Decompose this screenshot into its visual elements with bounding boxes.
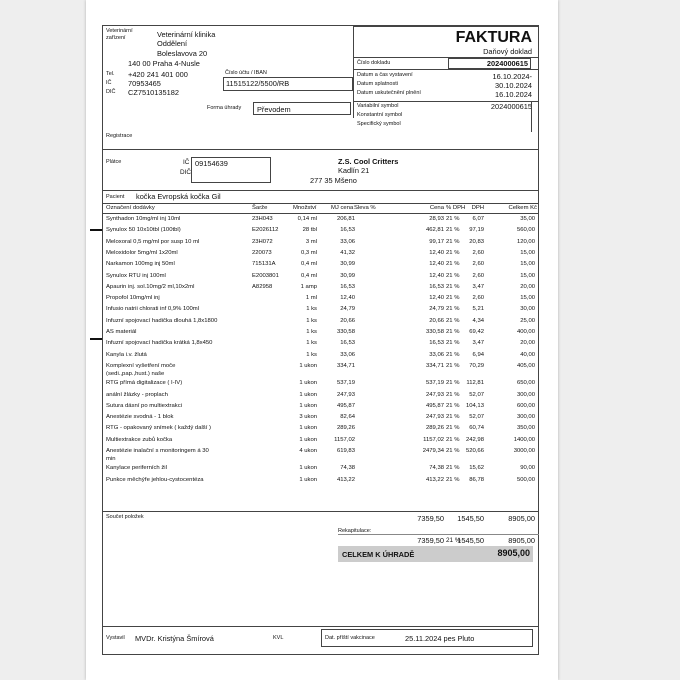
cell-unit: 30,99 (340, 272, 355, 279)
cell-qty: 3 ukon (299, 414, 317, 421)
taxdate-label: Datum uskutečnění plnění (357, 90, 421, 96)
cell-unit: 330,58 (336, 329, 355, 335)
cell-vatp: 21 % (446, 414, 460, 421)
cell-vatp: 21 % (446, 380, 460, 387)
doc-no-label: Číslo dokladu (357, 60, 391, 66)
cell-total: 15,00 (520, 249, 535, 256)
cell-qty: 1 ukon (299, 380, 317, 387)
cell-vatp: 21 % (446, 317, 460, 324)
cell-qty: 1 ukon (299, 425, 317, 432)
cell-qty: 1 ukon (299, 391, 317, 398)
cell-vat: 52,07 (469, 414, 484, 421)
cell-name: AS materiál (106, 329, 137, 335)
payer-name: Z.S. Cool Critters (338, 157, 399, 166)
cell-vatp: 21 % (446, 362, 460, 369)
cell-vatp: 21 % (446, 476, 460, 483)
cell-name: Multiextrakce zubů kočka (106, 436, 173, 443)
cell-total: 20,00 (520, 283, 535, 290)
cell-vat: 5,21 (472, 306, 484, 313)
clinic-street: Boleslavova 20 (157, 49, 208, 58)
cell-price: 330,58 (425, 329, 444, 335)
cell-total: 650,00 (516, 380, 535, 387)
col-vat: DPH (471, 205, 484, 211)
cell-price: 462,81 (425, 227, 444, 234)
cell-name: Infuzní spojovací hadička krátká 1,8x450 (106, 340, 213, 347)
cell-unit: 247,93 (336, 391, 355, 398)
next-vacc-label: Dat. příští vakcinace (325, 635, 375, 641)
cell-total: 20,00 (520, 340, 535, 347)
cell-vat: 20,83 (469, 238, 484, 245)
cell-unit: 41,32 (340, 249, 355, 256)
cell-vatp: 21 % (446, 261, 460, 268)
cell-vat: 97,19 (469, 227, 484, 234)
cell-unit: 33,06 (340, 351, 355, 358)
cell-price: 2479,34 (422, 448, 444, 454)
recap-total: 8905,00 (508, 536, 535, 545)
cell-vat: 86,78 (469, 476, 484, 483)
cell-price: 74,38 (429, 465, 444, 472)
patient-label: Pacient (106, 194, 125, 200)
cell-vatp: 21 % (446, 272, 460, 279)
cell-qty: 0,4 ml (300, 261, 317, 268)
cell-qty: 1 ks (306, 317, 317, 324)
cell-unit: 495,87 (336, 402, 355, 409)
cell-qty: 0,4 ml (300, 272, 317, 279)
cell-total: 300,00 (516, 414, 535, 421)
cell-vat: 70,29 (469, 362, 484, 369)
payer-label: Plátce (106, 159, 122, 165)
cell-unit: 334,71 (336, 362, 355, 369)
cell-name: Infusio natrii chlorati inf 0,9% 100ml (106, 306, 199, 313)
cell-total: 90,00 (520, 465, 535, 472)
cell-price: 20,66 (429, 317, 444, 324)
cell-qty: 1 ml (305, 295, 317, 302)
tel-label: Tel. (106, 71, 115, 77)
cell-qty: 1 amp (300, 283, 317, 290)
cell-batch: E2026112 (252, 227, 279, 234)
cell-vatp: 21 % (446, 402, 460, 409)
cell-vat: 2,60 (472, 261, 484, 268)
cell-name: anální žlázky - proplach (106, 391, 168, 398)
cell-qty: 3 ml (305, 238, 317, 245)
payment-label: Forma úhrady (207, 105, 242, 111)
cell-unit: 16,53 (340, 340, 355, 347)
cell-name: Apaurin inj. sol.10mg/2 ml,10x2ml (106, 283, 195, 290)
cell-qty: 1 ks (306, 306, 317, 313)
col-qty: Množství (293, 205, 317, 211)
clinic-dept: Oddělení (157, 39, 187, 48)
col-price: Cena (429, 205, 444, 211)
clinic-tel: +420 241 401 000 (128, 70, 188, 79)
cell-unit: 413,22 (336, 476, 355, 483)
cell-name: Meloxoral 0,5 mg/ml por susp 10 ml (106, 238, 200, 245)
cell-price: 1157,02 (423, 436, 444, 443)
clinic-city: 140 00 Praha 4-Nusle (128, 59, 200, 68)
cell-qty: 1 ukon (299, 465, 317, 472)
margin-marker (90, 338, 102, 340)
cell-batch: 715131A (252, 261, 276, 268)
cell-vat: 4,34 (472, 317, 484, 324)
cell-name: Meloxidolor 5mg/ml 1x20ml (106, 249, 178, 256)
account-value: 11515122/5500/RB (226, 79, 290, 88)
cell-name: Kanyla i.v. žlutá (106, 351, 147, 358)
cell-qty: 28 tbl (302, 227, 317, 234)
total-due-value: 8905,00 (497, 548, 530, 558)
cell-price: 413,22 (425, 476, 444, 483)
cell-batch: E2003801 (252, 272, 279, 279)
cell-vat: 112,81 (466, 380, 484, 387)
cell-qty: 1 ukon (299, 436, 317, 443)
payer-street: Kadlín 21 (338, 166, 370, 175)
cell-unit: 33,06 (340, 238, 355, 245)
col-batch: Šarže (252, 205, 268, 211)
issued-by-label: Vystavil (106, 635, 125, 641)
invoice-title: FAKTURA (455, 29, 532, 46)
sum-total: 8905,00 (508, 514, 535, 523)
next-vacc-value: 25.11.2024 pes Pluto (405, 634, 475, 643)
cell-vat: 520,66 (465, 448, 484, 454)
cell-name-continued: min (106, 456, 116, 462)
dic-label: DIČ (106, 89, 116, 95)
cell-total: 15,00 (520, 261, 535, 268)
cell-vat: 3,47 (472, 340, 484, 347)
cell-total: 560,00 (516, 227, 535, 234)
cell-vatp: 21 % (446, 249, 460, 256)
invoice-subtitle: Daňový doklad (483, 47, 532, 56)
doc-no-value: 2024000615 (486, 59, 528, 68)
cell-price: 289,26 (425, 425, 444, 432)
kvl-label: KVL (273, 635, 284, 641)
cell-qty: 1 ks (306, 340, 317, 347)
cell-batch: 23H043 (252, 216, 273, 222)
due-value: 30.10.2024 (495, 81, 532, 90)
invoice-sheet (102, 25, 539, 655)
cell-total: 300,00 (516, 391, 535, 398)
payer-ic: 09154639 (195, 159, 228, 168)
cell-total: 500,00 (516, 476, 535, 483)
cell-total: 15,00 (520, 272, 535, 279)
cell-qty: 4 ukon (299, 448, 317, 454)
cell-price: 495,87 (425, 402, 444, 409)
cell-vat: 2,60 (472, 249, 484, 256)
cell-vat: 6,94 (472, 351, 484, 358)
cell-name: Infuzní spojovací hadička dlouhá 1,8x1800 (106, 317, 218, 324)
ic-label: IČ (106, 80, 112, 86)
col-unit-price: MJ cena (331, 205, 354, 211)
cell-vat: 60,74 (469, 425, 484, 432)
cell-vat: 2,60 (472, 272, 484, 279)
registration-label: Registrace (106, 133, 133, 139)
cell-vatp: 21 % (446, 351, 460, 358)
recap-vat: 1545,50 (457, 536, 484, 545)
payment-value: Převodem (257, 105, 291, 114)
clinic-name: Veterinární klinika (157, 30, 216, 39)
cell-vatp: 21 % (446, 283, 460, 290)
cell-name: Narkamon 100mg inj 50ml (106, 261, 175, 268)
cell-vatp: 21 % (446, 340, 460, 347)
cell-name: Synulox RTU inj 100ml (106, 272, 166, 279)
cell-name: Synthadon 10mg/ml inj 10ml (106, 216, 181, 222)
cell-price: 16,53 (429, 283, 444, 290)
cell-total: 3000,00 (513, 448, 535, 454)
payer-city: 277 35 Mšeno (310, 176, 357, 185)
cell-price: 12,40 (429, 295, 444, 302)
cell-batch: 23H072 (252, 238, 273, 245)
cell-unit: 537,19 (336, 380, 355, 387)
cell-name: Kanylace periferních žil (106, 465, 167, 472)
cell-unit: 74,38 (340, 465, 355, 472)
cell-vat: 2,60 (472, 295, 484, 302)
taxdate-value: 16.10.2024 (495, 90, 532, 99)
cell-unit: 82,64 (340, 414, 355, 421)
cell-vat: 15,62 (469, 465, 484, 472)
cell-vatp: 21 % (446, 391, 460, 398)
issued-value: 16.10.2024- (492, 72, 532, 81)
cell-price: 334,71 (425, 362, 444, 369)
cell-name: Punkce měchýře jehlou-cystocentéza (106, 476, 204, 483)
cell-name: Anestézie svodná - 1 blok (106, 414, 174, 421)
cell-total: 40,00 (520, 351, 535, 358)
cell-vatp: 21 % (446, 306, 460, 313)
cell-price: 24,79 (429, 306, 444, 313)
cell-total: 30,00 (520, 306, 535, 313)
cell-vatp: 21 % (446, 295, 460, 302)
payer-ic-label: IČ (183, 159, 190, 166)
cell-total: 25,00 (520, 317, 535, 324)
patient-name: kočka Evropská kočka Gil (136, 192, 221, 201)
cell-total: 120,00 (516, 238, 535, 245)
payer-dic-label: DIČ (180, 169, 192, 176)
col-total: Celkem Kč (508, 205, 537, 211)
cell-name: RTG - opakovaný snímek ( každý další ) (106, 425, 211, 432)
cell-price: 247,93 (425, 414, 444, 421)
cell-vatp: 21 % (446, 216, 460, 222)
cell-name: Anestézie inalační s monitoringem á 30 (106, 448, 209, 454)
cell-price: 12,40 (429, 272, 444, 279)
issued-by-value: MVDr. Kristýna Šmírová (135, 634, 214, 643)
cell-name: RTG přímá digitalizace ( I-IV) (106, 380, 183, 387)
cell-qty: 0,3 ml (300, 249, 317, 256)
due-label: Datum splatnosti (357, 81, 398, 87)
cell-total: 405,00 (516, 362, 535, 369)
ks-label: Konstantní symbol (357, 112, 403, 118)
total-due-label: CELKEM K ÚHRADĚ (342, 550, 415, 559)
document-page (86, 0, 558, 680)
cell-unit: 16,53 (340, 227, 355, 234)
cell-qty: 0,14 ml (297, 216, 317, 222)
cell-price: 537,19 (425, 380, 444, 387)
sum-vat: 1545,50 (457, 514, 484, 523)
cell-vatp: 21 % (446, 227, 460, 234)
clinic-label-2: zařízení (106, 35, 126, 41)
recap-vat-pct: 21 % (446, 537, 461, 544)
margin-marker (90, 229, 102, 231)
cell-vatp: 21 % (446, 465, 460, 472)
cell-unit: 30,99 (340, 261, 355, 268)
recap-label: Rekapitulace: (338, 528, 372, 534)
issued-label: Datum a čas vystavení (357, 72, 413, 78)
cell-unit: 16,53 (340, 283, 355, 290)
cell-name: Komplexní vyšetření moče (106, 362, 176, 369)
cell-qty: 1 ukon (299, 362, 317, 369)
cell-price: 99,17 (429, 238, 444, 245)
cell-price: 16,53 (429, 340, 444, 347)
clinic-dic: CZ7510135182 (128, 88, 179, 97)
clinic-ic: 70953465 (128, 79, 161, 88)
cell-unit: 12,40 (340, 295, 355, 302)
cell-vat: 104,13 (465, 402, 484, 409)
cell-vat: 52,07 (469, 391, 484, 398)
cell-total: 400,00 (516, 329, 535, 335)
cell-vatp: 21 % (446, 329, 460, 335)
cell-name: Propofol 10mg/ml inj (106, 295, 160, 302)
cell-unit: 289,26 (336, 425, 355, 432)
cell-name-continued: (sedi.,pap.,hust.) naše (106, 370, 165, 377)
cell-vatp: 21 % (446, 238, 460, 245)
col-discount: Sleva % (354, 205, 376, 211)
cell-unit: 24,79 (340, 306, 355, 313)
cell-vatp: 21 % (446, 448, 460, 454)
cell-unit: 20,66 (340, 317, 355, 324)
cell-qty: 1 ukon (299, 402, 317, 409)
cell-total: 15,00 (520, 295, 535, 302)
cell-price: 33,06 (429, 351, 444, 358)
recap-price: 7359,50 (417, 536, 444, 545)
cell-vat: 69,42 (469, 329, 484, 335)
col-item: Označení dodávky (106, 205, 155, 211)
cell-vatp: 21 % (446, 425, 460, 432)
vs-value: 2024000615 (490, 102, 532, 111)
cell-total: 350,00 (516, 425, 535, 432)
cell-batch: A82958 (252, 283, 273, 290)
cell-name: Synulox 50 10x10tbl (100tbl) (106, 227, 181, 234)
cell-qty: 1 ks (306, 329, 317, 335)
vs-label: Variabilní symbol (357, 103, 399, 109)
clinic-label-1: Veterinární (106, 28, 133, 34)
cell-name: Sutura dásní po multiextrakci (106, 402, 182, 409)
col-vat-pct: % DPH (446, 205, 466, 211)
cell-unit: 619,83 (336, 448, 355, 454)
cell-unit: 206,81 (336, 216, 355, 222)
cell-price: 28,93 (429, 216, 444, 222)
cell-vat: 3,47 (472, 283, 484, 290)
cell-total: 35,00 (520, 216, 535, 222)
cell-vat: 6,07 (472, 216, 484, 222)
sum-price: 7359,50 (417, 514, 444, 523)
cell-qty: 1 ukon (299, 476, 317, 483)
cell-vatp: 21 % (446, 436, 460, 443)
cell-batch: 220073 (252, 249, 272, 256)
ss-label: Specifický symbol (357, 121, 401, 127)
cell-price: 247,93 (425, 391, 444, 398)
account-label: Číslo účtu / IBAN (225, 70, 267, 76)
cell-price: 12,40 (429, 249, 444, 256)
sum-label: Součet položek (106, 514, 144, 520)
cell-total: 600,00 (516, 402, 535, 409)
cell-qty: 1 ks (306, 351, 317, 358)
cell-unit: 1157,02 (334, 436, 355, 443)
cell-total: 1400,00 (513, 436, 535, 443)
cell-price: 12,40 (429, 261, 444, 268)
cell-vat: 242,98 (465, 436, 484, 443)
